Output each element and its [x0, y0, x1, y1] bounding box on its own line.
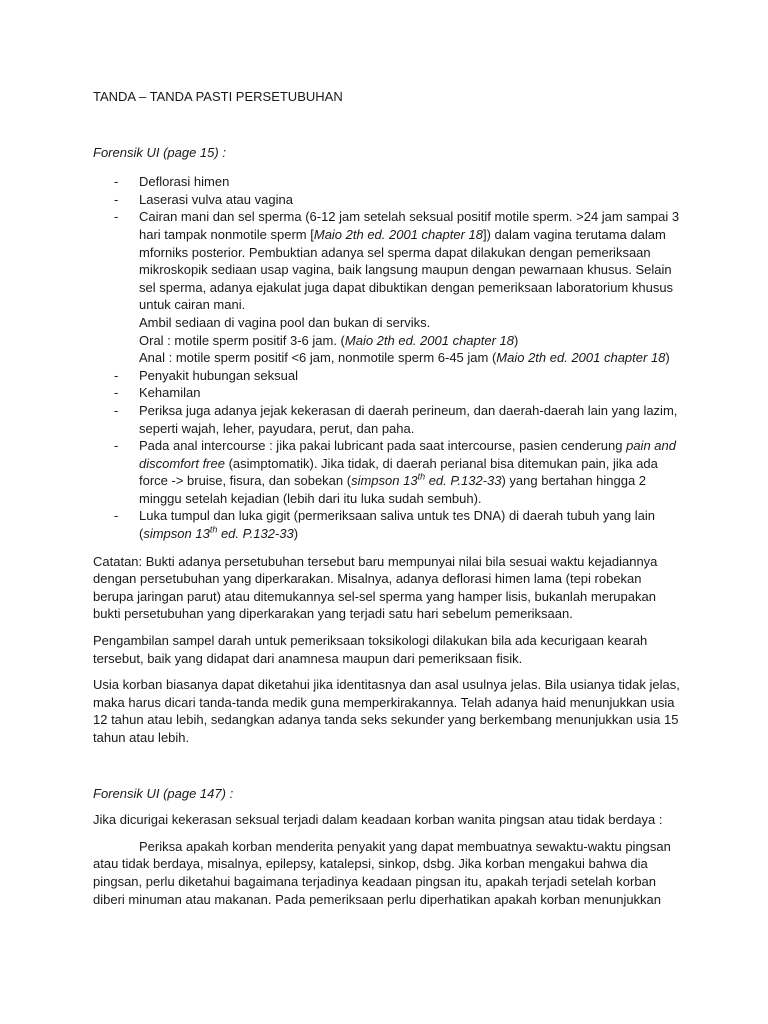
bullet-dash: - [114, 209, 119, 225]
list-item-text: (asimptomatik). Jika tidak, di daerah perianal bisa ditemukan pain, jika ada force -> bruise, fisura, dan sobekan ( [139, 455, 658, 489]
list-item-text: Cairan mani dan sel sperma (6-12 jam setelah seksual positif motile sperm. >24 jam sampai 3 hari tampak nonmotile sperm [ [139, 209, 680, 242]
note-paragraph: Catatan: Bukti adanya persetubuhan tersebut baru mempunyai nilai bila sesuai waktu kejadiannya dengan persetubuhan yang diperkarakan. Misalnya, adanya deflorasi himen lama (tepi robekan berupa jaringan parut) atau ditemukannya sel-sel sperma yang hamper lisis, bukanlah merupakan bukti persetubuhan yang diperkarakan yang terjadi satu hari sebelum pemeriksaan. [93, 553, 658, 622]
bullet-dash: - [114, 402, 119, 418]
list-item-text: Kehamilan [139, 385, 201, 401]
list-item-text: Penyakit hubungan seksual [139, 367, 299, 383]
list-item-text: Luka tumpul dan luka gigit (permeriksaan saliva untuk tes DNA) di daerah tubuh yang lain ( [139, 508, 655, 542]
list-item-text: Anal : motile sperm positif <6 jam, nonmotile sperm 6-45 jam ( [139, 350, 497, 366]
list-item-text: ) [514, 332, 519, 348]
list-item [93, 191, 683, 209]
signs-list [93, 173, 683, 542]
intro-paragraph: Jika dicurigai kekerasan seksual terjadi dalam keadaan korban wanita pingsan atau tidak berdaya : [93, 812, 663, 828]
section-heading-page-15: Forensik UI (page 15) : [93, 144, 226, 160]
list-item-text: ) [293, 526, 299, 542]
citation: Maio 2th ed. 2001 chapter 18 [344, 332, 515, 348]
bullet-dash: - [114, 438, 119, 454]
bullet-dash: - [114, 508, 119, 524]
list-item-text: Deflorasi himen [139, 174, 230, 190]
list-item-text: Periksa juga adanya jejak kekerasan di daerah perineum, dan daerah-daerah lain yang lazim, seperti wajah, leher, payudara, perut, dan paha. [139, 402, 678, 436]
list-item-text: Laserasi vulva atau vagina [139, 191, 293, 207]
blood-sample-paragraph: Pengambilan sampel darah untuk pemeriksaan toksikologi dilakukan bila ada kecurigaan kearah tersebut, baik yang didapat dari anamnesa maupun dari pemeriksaan fisik. [93, 633, 648, 666]
citation: Maio 2th ed. 2001 chapter 18 [496, 350, 666, 366]
bullet-dash: - [114, 174, 119, 190]
list-item-text: ) [665, 350, 670, 366]
list-item-text: Pada anal intercourse : jika pakai lubricant pada saat intercourse, pasien cenderung [139, 438, 627, 454]
list-item-text: Oral : motile sperm positif 3-6 jam. ( [139, 332, 345, 348]
bullet-dash: - [114, 385, 119, 401]
citation: simpson 13th ed. P.132-33 [351, 471, 502, 489]
list-item [93, 173, 683, 191]
examination-paragraph: Periksa apakah korban menderita penyakit yang dapat membuatnya sewaktu-waktu pingsan atau tidak berdaya, misalnya, epilepsy, katalepsi, sinkop, dsbg. Jika korban mengakui bahwa dia pingsan, perlu diketahui bagaimana terjadinya keadaan pingsan itu, apakah terjadi setelah korban diberi minuman atau makanan. Pada pemeriksaan perlu diperhatikan apakah korban menunjukkan [93, 838, 671, 907]
list-item-text: Ambil sediaan di vagina pool dan bukan di serviks. [139, 314, 431, 330]
list-item [93, 367, 683, 385]
emphasis: pain and discomfort free [139, 438, 676, 471]
list-item [93, 507, 683, 542]
age-paragraph: Usia korban biasanya dapat diketahui jika identitasnya dan asal usulnya jelas. Bila usianya tidak jelas, maka harus dicari tanda-tanda medik guna memperkirakannya. Telah adanya haid menunjukkan usia 12 tahun atau lebih, sedangkan adanya tanda seks sekunder yang berkembang menunjukkan usia 15 tahun atau lebih. [93, 677, 680, 745]
citation: simpson 13th ed. P.132-33 [143, 524, 294, 542]
bullet-dash: - [114, 367, 119, 383]
citation: Maio 2th ed. 2001 chapter 18 [313, 226, 483, 242]
section-heading-page-147: Forensik UI (page 147) : [93, 785, 234, 801]
list-item [93, 402, 683, 437]
list-item-text: ]) dalam vagina terutama dalam mforniks posterior. Pembuktian adanya sel sperma dapat dilakukan dengan pemeriksaan mikroskopik sediaan usap vagina, baik langsung maupun dengan pewarnaan khusus. Selain sel sperma, adanya ejakulat juga dapat dibuktikan dengan pemeriksaan laboratorium khusus untuk cairan mani. [139, 226, 674, 313]
document-title: TANDA – TANDA PASTI PERSETUBUHAN [93, 89, 343, 104]
list-item [93, 384, 683, 402]
document-page [93, 88, 683, 908]
bullet-dash: - [114, 191, 119, 207]
list-item [93, 437, 683, 507]
list-item-text: ) yang bertahan hingga 2 minggu setelah kejadian (lebih dari itu luka sudah sembuh). [139, 473, 647, 506]
list-item [93, 208, 683, 366]
